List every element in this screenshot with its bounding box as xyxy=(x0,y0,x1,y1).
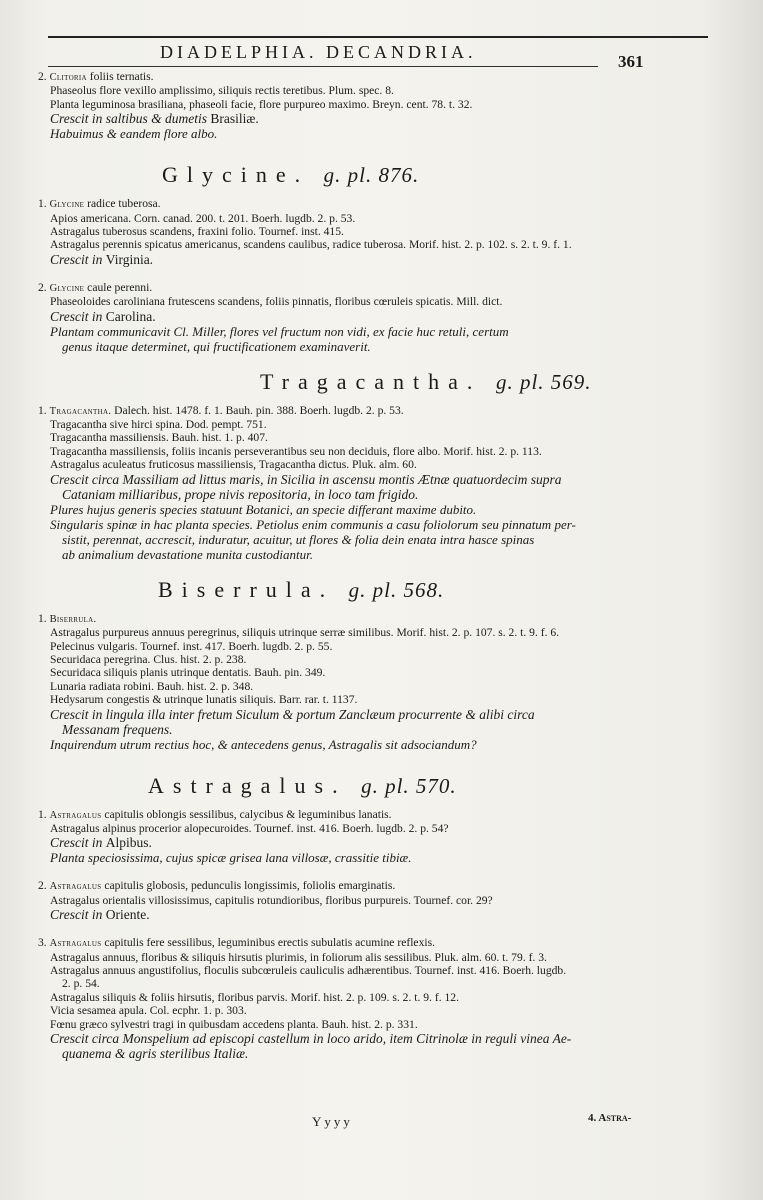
species-name: Clitoria xyxy=(49,72,87,83)
habitat-place: Carolina. xyxy=(105,308,156,324)
observation-note: Plures hujus generis species statuunt Botanici, an specie differant maxime dubito. xyxy=(50,501,477,517)
species-name: Biserrula. xyxy=(49,613,97,625)
habitat-place: Virginia. xyxy=(105,251,154,267)
species-entry-tragacantha-1 xyxy=(38,404,728,562)
habitat-text: Crescit in xyxy=(50,308,103,324)
entry-number: 2. xyxy=(38,70,47,83)
synonym-line: Astragalus siliquis & foliis hirsutis, floribus parvis. Morif. hist. 2. p. 109. s. 2. t. 9. f. 12. xyxy=(50,990,459,1004)
synonym-line: 2. p. 54. xyxy=(62,977,100,991)
signature-mark: Yyyy xyxy=(312,1114,353,1129)
habitat-text: Messanam frequens. xyxy=(62,721,173,737)
catchword: 4. Astra- xyxy=(588,1112,632,1124)
species-name: Glycine xyxy=(49,282,85,294)
synonym-line: Phaseolus flore vexillo amplissimo, siliquis rectis teretibus. Plum. spec. 8. xyxy=(50,84,394,98)
species-name: Glycine xyxy=(49,199,85,211)
observation-note: sistit, perennat, accrescit, induratur, acuitur, ut flores & folia dein enata intra hasce spinas xyxy=(62,531,535,547)
observation-note: Singularis spinæ in hac planta species. Petiolus enim communis a casu foliolorum seu pinnatum per- xyxy=(50,516,576,532)
synonym-line: Lunaria radiata robini. Bauh. hist. 2. p. 348. xyxy=(50,679,254,693)
species-entry-astragalus-3 xyxy=(38,936,728,1061)
synonym-line: Tragacantha sive hirci spina. Dod. pempt. 751. xyxy=(50,418,267,432)
page-body xyxy=(38,70,728,1061)
species-name: Astragalus xyxy=(49,938,102,950)
species-diagnosis: caule perenni. xyxy=(87,280,153,294)
habitat-text: Crescit circa Massiliam ad littus maris, in Sicilia in ascensu montis Ætnæ quatuordecim supra xyxy=(50,471,562,487)
synonym-line: Astragalus annuus angustifolius, floculis subcœruleis cauliculis adhærentibus. Tournef. inst. 416. Boerh. lugdb. xyxy=(50,963,567,977)
genus-title: Glycine. xyxy=(162,162,310,188)
entry-number: 2. xyxy=(38,280,47,294)
habitat-place: Alpibus. xyxy=(105,835,152,851)
entry-number: 1. xyxy=(38,403,47,417)
genus-title: Biserrula. xyxy=(158,576,335,602)
synonym-line: Pelecinus vulgaris. Tournef. inst. 417. Boerh. lugdb. 2. p. 55. xyxy=(50,639,333,653)
observation-note: Inquirendum utrum rectius hoc, & antecedens genus, Astragalis sit adsociandum? xyxy=(50,736,477,752)
observation-note: Plantam communicavit Cl. Miller, flores vel fructum non vidi, ex facie huc retuli, certum xyxy=(50,323,509,339)
genus-reference: g. pl. 876. xyxy=(323,163,420,188)
species-name: Tragacantha. xyxy=(49,405,112,417)
genus-heading-glycine xyxy=(38,161,728,189)
species-diagnosis: radice tuberosa. xyxy=(87,197,161,211)
observation-note: Habuimus & eandem flore albo. xyxy=(50,126,218,142)
synonym-line: Astragalus tuberosus scandens, fraxini folio. Tournef. inst. 415. xyxy=(50,225,344,239)
genus-heading-astragalus xyxy=(38,772,728,800)
species-entry-glycine-1 xyxy=(38,197,728,267)
species-entry-astragalus-2 xyxy=(38,879,728,922)
species-diagnosis: capitulis oblongis sessilibus, calycibus & leguminibus lanatis. xyxy=(104,807,392,821)
habitat-place: Oriente. xyxy=(105,907,150,923)
species-entry-glycine-2 xyxy=(38,281,728,354)
genus-reference: g. pl. 570. xyxy=(361,773,457,798)
entry-number: 1. xyxy=(38,197,47,211)
synonym-line: Astragalus purpureus annuus peregrinus, siliquis utrinque serræ similibus. Morif. hist. 2. p. 107. s. 2. t. 9. f. 6. xyxy=(50,626,560,640)
header-rule xyxy=(48,36,708,38)
synonym-line: Hedysarum congestis & utrinque lunatis siliquis. Barr. rar. t. 1137. xyxy=(50,693,358,707)
running-head: DIADELPHIA. DECANDRIA. xyxy=(160,42,477,62)
habitat-text: Crescit in xyxy=(50,907,103,923)
synonym-line: Astragalus orientalis villosissimus, capitulis rotundioribus, floribus purpureis. Tournef. cor. 29? xyxy=(50,893,493,907)
observation-note: genus itaque determinet, qui fructificationem examinaverit. xyxy=(62,338,371,354)
habitat-text: Cataniam milliaribus, prope nivis repositoria, in loco tam frigido. xyxy=(62,486,419,502)
synonym-line: Vicia sesamea apula. Col. ecphr. 1. p. 303. xyxy=(50,1004,247,1018)
habitat-text: Crescit in xyxy=(50,251,103,267)
habitat-text: quanema & agris sterilibus Italiæ. xyxy=(62,1046,249,1061)
synonym-line: Astragalus perennis spicatus americanus, scandens caulibus, radice tuberosa. Morif. hist. 2. p. 102. s. 2. t. 9. f. 1. xyxy=(50,238,572,252)
synonym-line: Securidaca peregrina. Clus. hist. 2. p. 238. xyxy=(50,652,247,666)
species-diagnosis: capitulis fere sessilibus, leguminibus erectis subulatis acumine reflexis. xyxy=(104,936,435,950)
genus-title: Tragacantha. xyxy=(260,368,482,394)
synonym-line: Tragacantha massiliensis. Bauh. hist. 1. p. 407. xyxy=(50,431,268,445)
genus-reference: g. pl. 569. xyxy=(495,369,592,394)
species-diagnosis: Dalech. hist. 1478. f. 1. Bauh. pin. 388. Boerh. lugdb. 2. p. 53. xyxy=(114,403,404,417)
species-name: Astragalus xyxy=(49,809,102,821)
genus-heading-tragacantha xyxy=(38,368,728,396)
species-name: Astragalus xyxy=(49,881,102,893)
header-rule-lower xyxy=(48,66,598,67)
entry-number: 2. xyxy=(38,879,47,893)
species-diagnosis: foliis ternatis. xyxy=(89,70,154,83)
genus-heading-biserrula xyxy=(38,576,728,604)
observation-note: ab animalium devastatione munita custodiantur. xyxy=(62,546,313,562)
synonym-line: Astragalus aculeatus fruticosus massiliensis, Tragacantha dictus. Pluk. alm. 60. xyxy=(50,458,417,472)
habitat-text: Crescit circa Monspelium ad episcopi castellum in loco arido, item Citrinolæ in reguli vinea Ae- xyxy=(50,1031,572,1046)
genus-title: Astragalus. xyxy=(148,772,347,798)
entry-number: 3. xyxy=(38,936,47,950)
species-entry-clitoria-2 xyxy=(38,70,728,141)
synonym-line: Planta leguminosa brasiliana, phaseoli facie, flore purpureo maximo. Breyn. cent. 78. t. 32. xyxy=(50,97,473,111)
synonym-line: Astragalus annuus, floribus & siliquis hirsutis plurimis, in foliorum alis sessilibus. Pluk. alm. 60. t. 79. f. 3. xyxy=(50,950,547,964)
page-number: 361 xyxy=(618,52,644,71)
habitat-place: Brasiliæ. xyxy=(210,111,259,127)
species-entry-biserrula-1 xyxy=(38,612,728,752)
entry-number: 1. xyxy=(38,611,47,625)
genus-reference: g. pl. 568. xyxy=(348,577,445,602)
species-diagnosis: capitulis globosis, pedunculis longissimis, foliolis emarginatis. xyxy=(104,879,396,893)
synonym-line: Fœnu græco sylvestri tragi in quibusdam accedens planta. Bauh. hist. 2. p. 331. xyxy=(50,1017,418,1031)
species-entry-astragalus-1 xyxy=(38,808,728,866)
synonym-line: Phaseoloides caroliniana frutescens scandens, foliis pinnatis, floribus cœruleis spicatis. Mill. dict. xyxy=(50,295,503,309)
entry-number: 1. xyxy=(38,807,47,821)
synonym-line: Tragacantha massiliensis, foliis incanis perseverantibus seu non deciduis, flore albo. Morif. hist. 2. p. 113. xyxy=(50,444,542,458)
synonym-line: Astragalus alpinus procerior alopecuroides. Tournef. inst. 416. Boerh. lugdb. 2. p. 54? xyxy=(50,821,449,835)
habitat-text: Crescit in xyxy=(50,835,103,851)
synonym-line: Securidaca siliquis planis utrinque dentatis. Bauh. pin. 349. xyxy=(50,666,326,680)
habitat-text: Crescit in saltibus & dumetis xyxy=(50,111,208,127)
synonym-line: Apios americana. Corn. canad. 200. t. 201. Boerh. lugdb. 2. p. 53. xyxy=(50,211,356,225)
observation-note: Planta speciosissima, cujus spicæ grisea lana villosæ, crassitie tibiæ. xyxy=(50,850,412,866)
habitat-text: Crescit in lingula illa inter fretum Siculum & portum Zanclæum procurrente & alibi circa xyxy=(50,706,535,722)
